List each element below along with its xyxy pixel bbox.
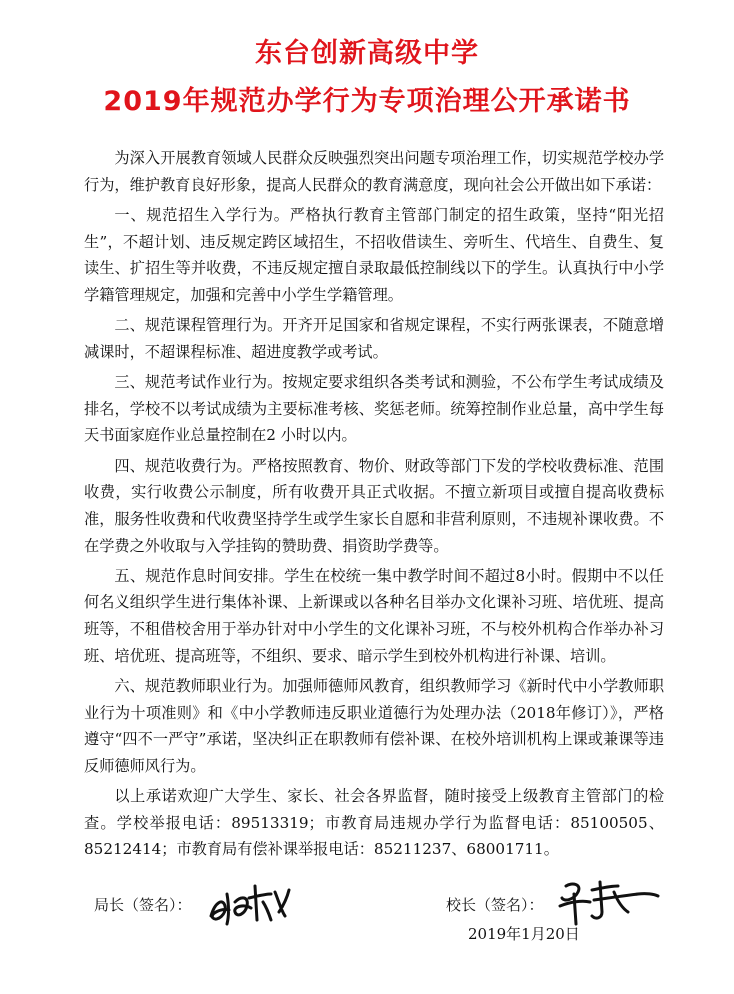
document-date: 2019年1月20日 xyxy=(468,925,580,943)
commitment-item-5: 五、规范作息时间安排。学生在校统一集中教学时间不超过8小时。假期中不以任何名义组织学生进行集体补课、上新课或以各种名目举办文化课补习班、培优班、提高班等，不租借校舍用于举办针对中小学生的文化课补习班，不与校外机构合作举办补习班、培优班、提高班等，不组织、要求、暗示学生到校外机构进行补课、培训。 xyxy=(84,566,664,665)
document-title: 东台创新高级中学 xyxy=(255,38,479,69)
director-signature-label: 局长（签名）： xyxy=(94,896,192,914)
commitment-item-3: 三、规范考试作业行为。按规定要求组织各类考试和测验，不公布学生考试成绩及排名，学校不以考试成绩为主要标准考核、奖惩老师。统筹控制作业总量，高中学生每天书面家庭作业总量控制在2 小时以内。 xyxy=(84,373,664,445)
document-subtitle: 2019年规范办学行为专项治理公开承诺书 xyxy=(103,86,631,117)
closing-paragraph: 以上承诺欢迎广大学生、家长、社会各界监督，随时接受上级教育主管部门的检查。学校举报电话：89513319；市教育局违规办学行为监督电话：85100505、85212414；市教育局有偿补课举报电话：85211237、68001711。 xyxy=(84,787,664,859)
commitment-item-2: 二、规范课程管理行为。开齐开足国家和省规定课程，不实行两张课表，不随意增减课时，不超课程标准、超进度教学或考试。 xyxy=(84,316,664,361)
commitment-item-6: 六、规范教师职业行为。加强师德师风教育，组织教师学习《新时代中小学教师职业行为十项准则》和《中小学教师违反职业道德行为处理办法（2018年修订）》，严格遵守“四不一严守”承诺，坚决纠正在职教师有偿补课、在校外培训机构上课或兼课等违反师德师风行为。 xyxy=(84,677,664,775)
commitment-body xyxy=(84,145,664,867)
intro-paragraph: 为深入开展教育领域人民群众反映强烈突出问题专项治理工作，切实规范学校办学行为，维护教育良好形象，提高人民群众的教育满意度，现向社会公开做出如下承诺： xyxy=(84,149,664,194)
commitment-item-1: 一、规范招生入学行为。严格执行教育主管部门制定的招生政策，坚持“阳光招生”，不超计划、违反规定跨区域招生，不招收借读生、旁听生、代培生、自费生、复读生、扩招生等并收费，不违反规定擅自录取最低控制线以下的学生。认真执行中小学学籍管理规定，加强和完善中小学生学籍管理。 xyxy=(84,205,664,304)
principal-signature-label: 校长（签名）： xyxy=(446,896,544,914)
director-handwritten-signature xyxy=(205,872,295,932)
commitment-item-4: 四、规范收费行为。严格按照教育、物价、财政等部门下发的学校收费标准、范围收费，实行收费公示制度，所有收费开具正式收据。不擅立新项目或擅自提高收费标准，服务性收费和代收费坚持学生或学生家长自愿和非营利原则，不违规补课收费。不在学费之外收取与入学挂钩的赞助费、捐资助学费等。 xyxy=(84,456,664,555)
principal-handwritten-signature xyxy=(552,872,662,930)
